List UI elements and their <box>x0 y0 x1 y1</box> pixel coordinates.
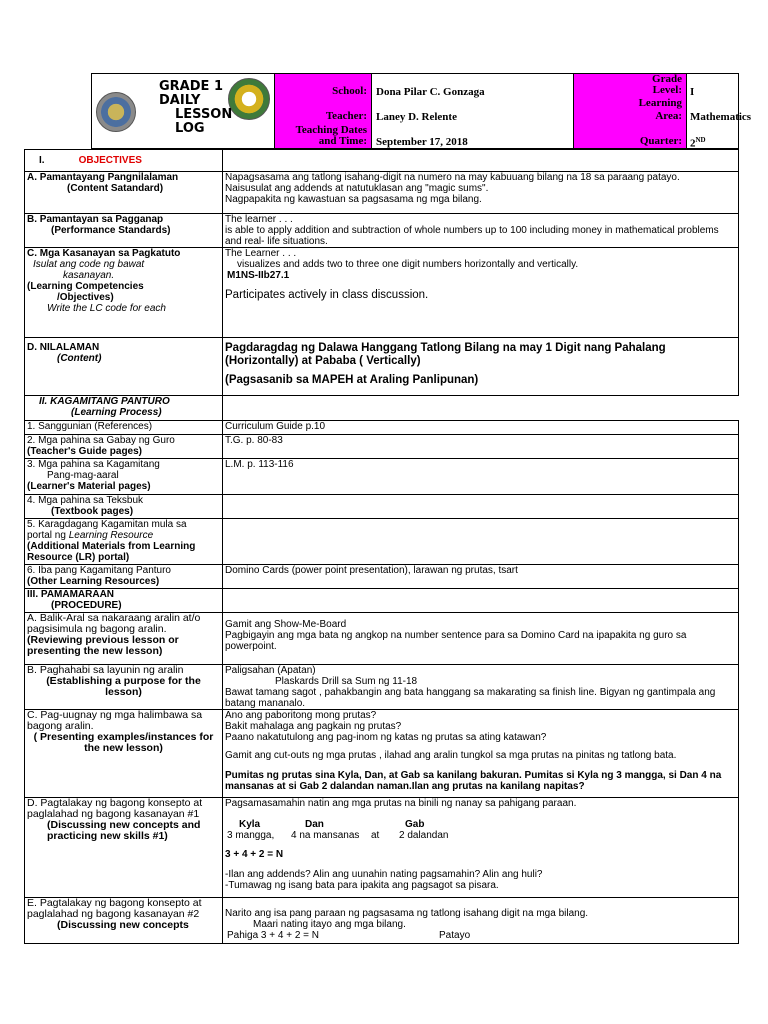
quarter-label: Quarter: <box>639 135 682 147</box>
objectives-table <box>24 149 739 396</box>
teacher-value: Laney D. Relente <box>376 111 457 123</box>
content-standard-label: A. Pamantayang Pangnilalaman (Content Satandard) <box>25 172 223 214</box>
lr-portal-label: 5. Karagdagang Kagamitan mula sa portal ng Learning Resource (Additional Materials from Learning Resource (LR) portal) <box>25 518 223 564</box>
school-label: School: <box>332 85 367 97</box>
dates-value: September 17, 2018 <box>376 136 468 148</box>
title-line-2: DAILY <box>159 93 201 108</box>
other-resources-label: 6. Iba pang Kagamitang Panturo (Other Learning Resources) <box>25 564 223 588</box>
title-line-4: LOG <box>175 121 205 136</box>
new-concepts-2-label: E. Pagtalakay ng bagong konsepto at paglalahad ng bagong kasanayan #2 (Discussing new concepts <box>25 897 223 943</box>
purpose-label: B. Paghahabi sa layunin ng aralin (Establishing a purpose for the lesson) <box>25 664 223 709</box>
learners-material-label: 3. Mga pahina sa Kagamitang Pang-mag-aaral (Learner's Material pages) <box>25 458 223 494</box>
grade-value: I <box>690 86 695 98</box>
new-concepts-1-text: Pagsamasamahin natin ang mga prutas na binili ng nanay sa pahigang paraan. Kyla Dan Gab 3 mangga, 4 na mansanas at 2 dalandan 3 + 4 + 2 = N -Ilan ang addends? Alin ang uunahin nating pagsamahin? Alin ang huli? -Tumawag ng isang bata para ipakita ang pagsagot sa pisara. <box>223 797 739 897</box>
teachers-guide-label: 2. Mga pahina sa Gabay ng Guro (Teacher's Guide pages) <box>25 434 223 458</box>
competencies-text: The Learner . . . visualizes and adds two to three one digit numbers horizontally and vertically. M1NS-IIb27.1 Participates actively in class discussion. <box>223 248 739 338</box>
review-label: A. Balik-Aral sa nakaraang aralin at/o pagsisimula ng bagong aralin. (Reviewing previous lesson or presenting the new lesson) <box>25 612 223 664</box>
other-resources-value: Domino Cards (power point presentation), larawan ng prutas, tsart <box>223 564 739 588</box>
textbook-label: 4. Mga pahina sa Teksbuk (Textbook pages) <box>25 494 223 518</box>
deped-seal-logo <box>96 92 136 132</box>
area-label-1: Learning <box>638 97 682 109</box>
dates-label-2: and Time: <box>318 135 367 147</box>
references-label: 1. Sanggunian (References) <box>25 420 223 434</box>
purpose-text: Paligsahan (Apatan) Plaskards Drill sa Sum ng 11-18 Bawat tamang sagot , pahakbangin ang bata hanggang sa makarating sa finish line. Bigyan ng gantimpala ang batang mananalo. <box>223 664 739 709</box>
performance-standard-text: The learner . . . is able to apply addition and subtraction of whole numbers up to 100 including money in mathematical problems and real- life situations. <box>223 214 739 248</box>
references-value: Curriculum Guide p.10 <box>223 420 739 434</box>
teacher-label: Teacher: <box>325 110 367 122</box>
materials-procedure-table <box>24 396 739 944</box>
teachers-guide-value: T.G. p. 80-83 <box>223 434 739 458</box>
competencies-label: C. Mga Kasanayan sa Pagkatuto Isulat ang code ng bawat kasanayan. (Learning Competencies /Objectives) Write the LC code for each <box>25 248 223 338</box>
content-standard-text: Napagsasama ang tatlong isahang-digit na numero na may kabuuang bilang na 18 sa paraang patayo. Naisusulat ang addends at natutuklasan ang "magic sums". Nagpapakita ng kawastuan sa pagsasama ng mga bilang. <box>223 172 739 214</box>
procedure-heading: III. PAMAMARAAN (PROCEDURE) <box>25 588 223 612</box>
dates-label-1: Teaching Dates <box>295 124 367 136</box>
performance-standard-label: B. Pamantayan sa Pagganap (Performance Standards) <box>25 214 223 248</box>
content-label: D. NILALAMAN (Content) <box>25 338 223 396</box>
title-line-1: GRADE 1 <box>159 79 223 94</box>
grade-label-2: Level: <box>652 84 682 96</box>
header-box <box>91 73 752 150</box>
review-text: Gamit ang Show-Me-Board Pagbigayin ang mga bata ng angkop na number sentence para sa Domino Card na ipapakita ng guro sa powerpoint. <box>223 612 739 664</box>
area-value: Mathematics <box>690 111 752 123</box>
materials-heading: II. KAGAMITANG PANTURO (Learning Process) <box>25 396 223 420</box>
title-line-3: LESSON <box>175 107 233 122</box>
page-title <box>137 80 267 136</box>
learners-material-value: L.M. p. 113-116 <box>223 458 739 494</box>
grade-label-1: Grade <box>652 73 682 85</box>
examples-label: C. Pag-uugnay ng mga halimbawa sa bagong aralin. ( Presenting examples/instances for the new lesson) <box>25 709 223 797</box>
content-text: Pagdaragdag ng Dalawa Hanggang Tatlong Bilang na may 1 Digit nang Pahalang (Horizontally) at Pababa ( Vertically) (Pagsasanib sa MAPEH at Araling Panlipunan) <box>223 338 739 396</box>
new-concepts-1-label: D. Pagtalakay ng bagong konsepto at paglalahad ng bagong kasanayan #1 (Discussing new concepts and practicing new skills #1) <box>25 797 223 897</box>
examples-text: Ano ang paboritong mong prutas? Bakit mahalaga ang pagkain ng prutas? Paano nakatutulong ang pag-inom ng katas ng prutas sa ating katawan? Gamit ang cut-outs ng mga prutas , ilahad ang aralin tungkol sa mga prutas na pinitas ng tatlong bata. Pumitas ng prutas sina Kyla, Dan, at Gab sa kanilang bakuran. Pumitas si Kyla ng 3 mangga, si Dan 4 na mansanas at si Gab 2 dalandan naman.Ilan ang prutas na kanilang napitas? <box>223 709 739 797</box>
area-label-2: Area: <box>655 110 682 122</box>
objectives-heading: I. OBJECTIVES <box>25 150 223 172</box>
quarter-value: 2ND <box>690 136 706 150</box>
new-concepts-2-text: Narito ang isa pang paraan ng pagsasama ng tatlong isahang digit na mga bilang. Maari nating itayo ang mga bilang. Pahiga 3 + 4 + 2 = N Patayo <box>223 897 739 943</box>
school-value: Dona Pilar C. Gonzaga <box>376 86 485 98</box>
